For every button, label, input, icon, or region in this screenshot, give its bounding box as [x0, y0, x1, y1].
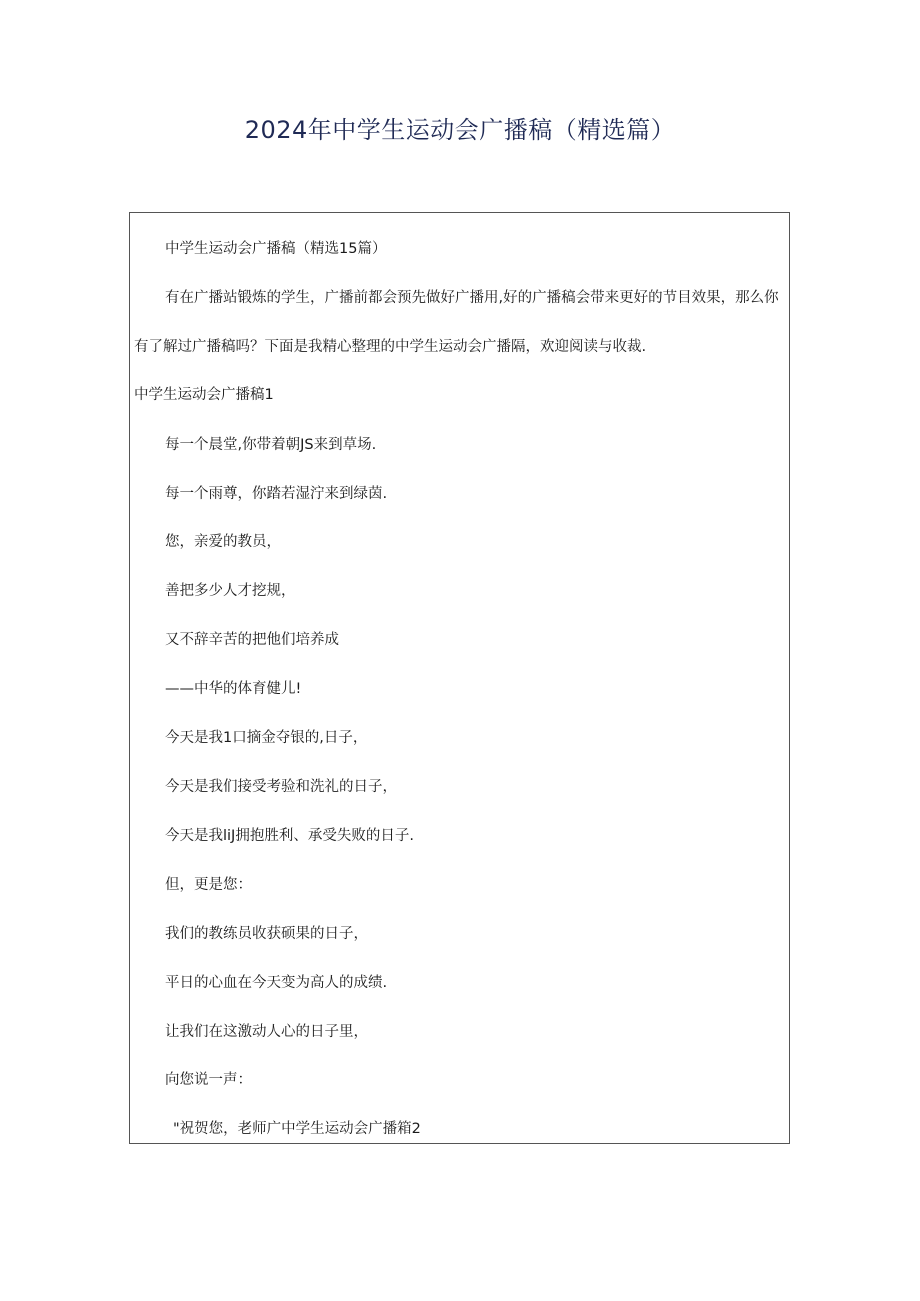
document-title: 2024年中学生运动会广播稿（精选篇） — [244, 116, 676, 144]
text-line: 有了解过广播稿吗？下面是我精心整理的中学生运动会广播隔，欢迎阅读与收裁. — [134, 339, 647, 355]
text-line: 中学生运动会广播稿（精选15篇） — [165, 241, 387, 257]
text-line: ——中华的体育健儿! — [165, 681, 302, 697]
text-line: 今天是我1口摘金夺银的,日子， — [165, 730, 368, 746]
text-line: 今天是我们接受考验和洗礼的日子， — [165, 779, 397, 795]
text-line: 每一个晨堂,你带着朝JS来到草场. — [165, 437, 377, 453]
text-line: 平日的心血在今天变为高人的成绩. — [165, 975, 388, 991]
text-line: 又不辞辛苦的把他们培养成 — [165, 632, 339, 648]
text-line: 我们的教练员收获硕果的日子， — [165, 926, 368, 942]
text-line: 每一个雨尊，你踏若湿泞来到绿茵. — [165, 486, 388, 502]
content-box — [129, 212, 790, 1144]
text-line: 但，更是您： — [165, 877, 252, 893]
text-line: 有在广播站锻炼的学生，广播前都会预先做好广播用,好的广播稿会带来更好的节目效果，那么你 — [165, 290, 779, 306]
text-line: 今天是我liJ拥抱胜利、承受失败的日子. — [165, 828, 414, 844]
text-line: 善把多少人才挖规， — [165, 583, 296, 599]
text-line: 向您说一声： — [165, 1072, 252, 1088]
text-line: 您，亲爱的教员， — [165, 534, 281, 550]
text-line: "祝贺您，老师广中学生运动会广播箱2 — [173, 1121, 421, 1137]
section-heading: 中学生运动会广播稿1 — [134, 387, 274, 403]
text-line: 让我们在这激动人心的日子里， — [165, 1024, 368, 1040]
